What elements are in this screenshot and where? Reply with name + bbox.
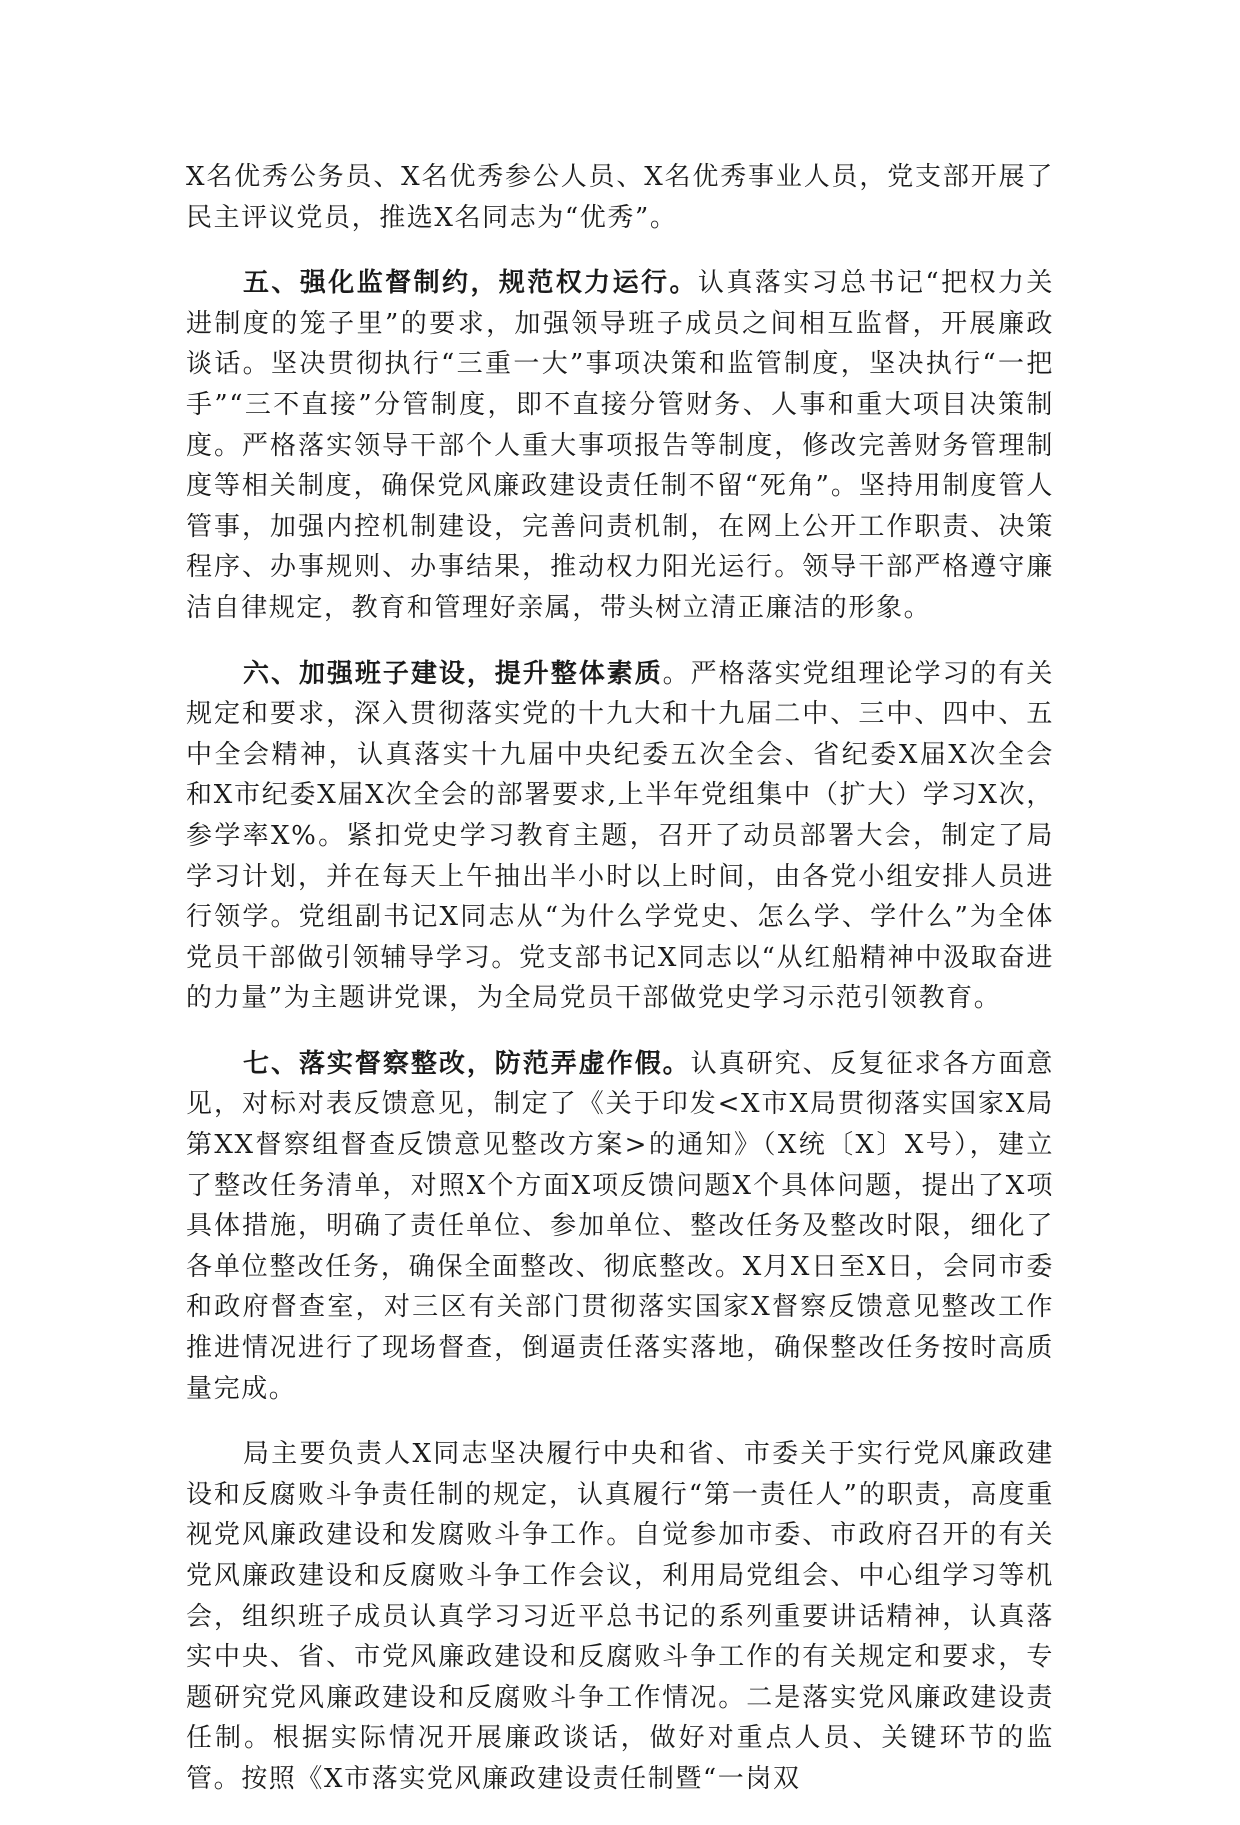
paragraph-section-5: [186, 263, 1054, 628]
paragraph-responsibility: [186, 1434, 1054, 1799]
paragraph-text: 。严格落实党组理论学习的有关规定和要求，深入贯彻落实党的十九大和十九届二中、三中、四中、五中全会精神，认真落实十九届中央纪委五次全会、省纪委X届X次全会和X市纪委X届X次全会的部署要求,上半年党组集中（扩大）学习X次，参学率X%。紧扣党史学习教育主题，召开了动员部署大会，制定了局学习计划，并在每天上午抽出半小时以上时间，由各党小组安排人员进行领学。党组副书记X同志从“为什么学党史、怎么学、学什么”为全体党员干部做引领辅导学习。党支部书记X同志以“从红船精神中汲取奋进的力量”为主题讲党课，为全局党员干部做党史学习示范引领教育。: [186, 658, 1054, 1014]
section-heading: 六、加强班子建设，提升整体素质: [243, 658, 663, 689]
paragraph-text: 认真落实习总书记“把权力关进制度的笼子里”的要求，加强领导班子成员之间相互监督，开展廉政谈话。坚决贯彻执行“三重一大”事项决策和监管制度，坚决执行“一把手”“三不直接”分管制度，即不直接分管财务、人事和重大项目决策制度。严格落实领导干部个人重大事项报告等制度，修改完善财务管理制度等相关制度，确保党风廉政建设责任制不留“死角”。坚持用制度管人管事，加强内控机制建设，完善问责机制，在网上公开工作职责、决策程序、办事规则、办事结果，推动权力阳光运行。领导干部严格遵守廉洁自律规定，教育和管理好亲属，带头树立清正廉洁的形象。: [186, 268, 1054, 623]
paragraph-text: X名优秀公务员、X名优秀参公人员、X名优秀事业人员，党支部开展了民主评议党员，推选X名同志为“优秀”。: [186, 162, 1054, 233]
paragraph-continuation: [186, 157, 1054, 238]
paragraph-text: 认真研究、反复征求各方面意见，对标对表反馈意见，制定了《关于印发<X市X局贯彻落实国家X局第XX督察组督查反馈意见整改方案>的通知》（X统〔X〕X号），建立了整改任务清单，对照X个方面X项反馈问题X个具体问题，提出了X项具体措施，明确了责任单位、参加单位、整改任务及整改时限，细化了各单位整改任务，确保全面整改、彻底整改。X月X日至X日，会同市委和政府督查室，对三区有关部门贯彻落实国家X督察反馈意见整改工作推进情况进行了现场督查，倒逼责任落实落地，确保整改任务按时高质量完成。: [186, 1048, 1054, 1404]
section-heading: 七、落实督察整改，防范弄虚作假。: [243, 1048, 691, 1079]
paragraph-text: 局主要负责人X同志坚决履行中央和省、市委关于实行党风廉政建设和反腐败斗争责任制的规定，认真履行“第一责任人”的职责，高度重视党风廉政建设和发腐败斗争工作。自觉参加市委、市政府召开的有关党风廉政建设和反腐败斗争工作会议，利用局党组会、中心组学习等机会，组织班子成员认真学习习近平总书记的系列重要讲话精神，认真落实中央、省、市党风廉政建设和反腐败斗争工作的有关规定和要求，专题研究党风廉政建设和反腐败斗争工作情况。二是落实党风廉政建设责任制。根据实际情况开展廉政谈话，做好对重点人员、关键环节的监管。按照《X市落实党风廉政建设责任制暨“一岗双: [186, 1439, 1054, 1794]
paragraph-section-6: [186, 654, 1054, 1019]
document-body: [186, 157, 1054, 1825]
section-heading: 五、强化监督制约，规范权力运行。: [243, 268, 698, 299]
paragraph-section-7: [186, 1044, 1054, 1409]
